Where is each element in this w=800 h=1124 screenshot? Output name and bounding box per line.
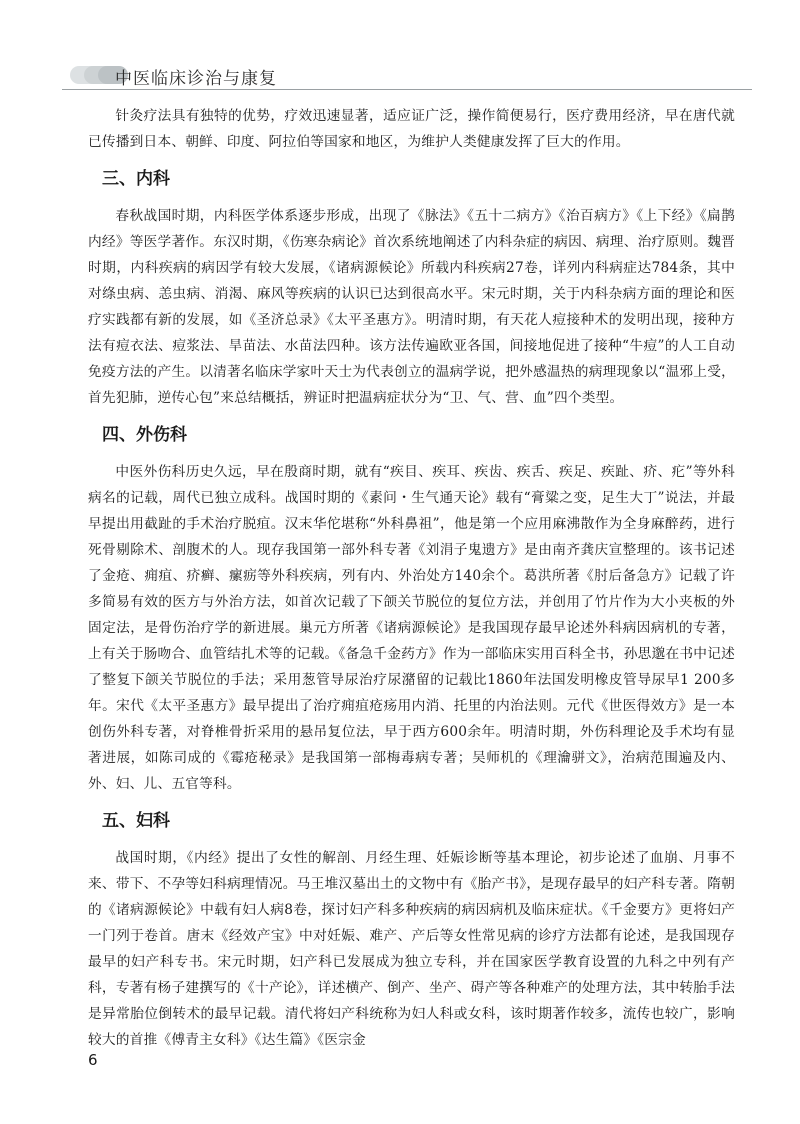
page-number: 6 xyxy=(88,1051,98,1069)
book-title: 中医临床诊治与康复 xyxy=(115,69,277,89)
running-header xyxy=(62,60,752,90)
section-heading-gynecology: 五、妇科 xyxy=(102,811,170,831)
intro-paragraph: 针灸疗法具有独特的优势，疗效迅速显著，适应证广泛，操作简便易行，医疗费用经济，早在唐代就已传播到日本、朝鲜、印度、阿拉伯等国家和地区，为维护人类健康发挥了巨大的作用。 xyxy=(88,108,735,150)
internal-medicine-paragraph: 春秋战国时期，内科医学体系逐步形成，出现了《脉法》《五十二病方》《治百病方》《上下经》《扁鹊内经》等医学著作。东汉时期，《伤寒杂病论》首次系统地阐述了内科杂症的病因、病理、治疗原则。魏晋时期，内科疾病的病因学有较大发展，《诸病源候论》所载内科疾病27卷，详列内科病症达784条，其中对绦虫病、恙虫病、消渴、麻风等疾病的认识已达到很高水平。宋元时期，关于内科杂病方面的理论和医疗实践都有新的发展，如《圣济总录》《太平圣惠方》。明清时期，有天花人痘接种术的发明出现，接种方法有痘衣法、痘浆法、旱苗法、水苗法四种。该方法传遍欧亚各国，间接地促进了接种“牛痘”的人工自动免疫方法的产生。以清著名临床学家叶天士为代表创立的温病学说，把外感温热的病理现象以“温邪上受，首先犯肺，逆传心包”来总结概括，辨证时把温病症状分为“卫、气、营、血”四个类型。 xyxy=(88,208,735,406)
header-divider xyxy=(62,89,752,90)
section-heading-internal-medicine: 三、内科 xyxy=(102,169,170,189)
section-heading-surgery: 四、外伤科 xyxy=(102,425,187,445)
surgery-paragraph: 中医外伤科历史久远，早在殷商时期，就有“疾目、疾耳、疾齿、疾舌、疾足、疾趾、疥、疕”等外科病名的记载，周代已独立成科。战国时期的《素问・生气通天论》载有“膏粱之变，足生大丁”说法，并最早提出用截趾的手术治疗脱疽。汉末华佗堪称“外科鼻祖”，他是第一个应用麻沸散作为全身麻醉药，进行死骨剔除术、剖腹术的人。现存我国第一部外科专著《刘涓子鬼遗方》是由南齐龚庆宣整理的。该书记述了金疮、痈疽、疥癣、瘰疬等外科疾病，列有内、外治处方140余个。葛洪所著《肘后备急方》记载了许多简易有效的医方与外治方法，如首次记载了下颌关节脱位的复位方法，并创用了竹片作为大小夹板的外固定法，是骨伤治疗学的新进展。巢元方所著《诸病源候论》是我国现存最早论述外科病因病机的专著，上有关于肠吻合、血管结扎术等的记载。《备急千金药方》作为一部临床实用百科全书，孙思邈在书中记述了整复下颌关节脱位的手法；采用葱管导尿治疗尿潴留的记载比1860年法国发明橡皮管导尿早1 200多年。宋代《太平圣惠方》最早提出了治疗痈疽疮疡用内消、托里的内治法则。元代《世医得效方》是一本创伤外科专著，对脊椎骨折采用的悬吊复位法，早于西方600余年。明清时期，外伤科理论及手术均有显著进展，如陈司成的《霉疮秘录》是我国第一部梅毒病专著；吴师机的《理瀹骈文》，治病范围遍及内、外、妇、儿、五官等科。 xyxy=(88,464,735,792)
page-body xyxy=(88,103,735,1053)
gynecology-paragraph: 战国时期，《内经》提出了女性的解剖、月经生理、妊娠诊断等基本理论，初步论述了血崩、月事不来、带下、不孕等妇科病理情况。马王堆汉墓出土的文物中有《胎产书》，是现存最早的妇产科专著。隋朝的《诸病源候论》中载有妇人病8卷，探讨妇产科多种疾病的病因病机及临床症状。《千金要方》更将妇产一门列于卷首。唐末《经效产宝》中对妊娠、难产、产后等女性常见病的诊疗方法都有论述，是我国现存最早的妇产科专书。宋元时期，妇产科已发展成为独立专科，并在国家医学教育设置的九科之中列有产科，专著有杨子建撰写的《十产论》，详述横产、倒产、坐产、碍产等各种难产的处理方法，其中转胎手法是异常胎位倒转术的最早记载。清代将妇产科统称为妇人科或女科，该时期著作较多，流传也较广，影响较大的首推《傅青主女科》《达生篇》《医宗金 xyxy=(88,850,735,1048)
